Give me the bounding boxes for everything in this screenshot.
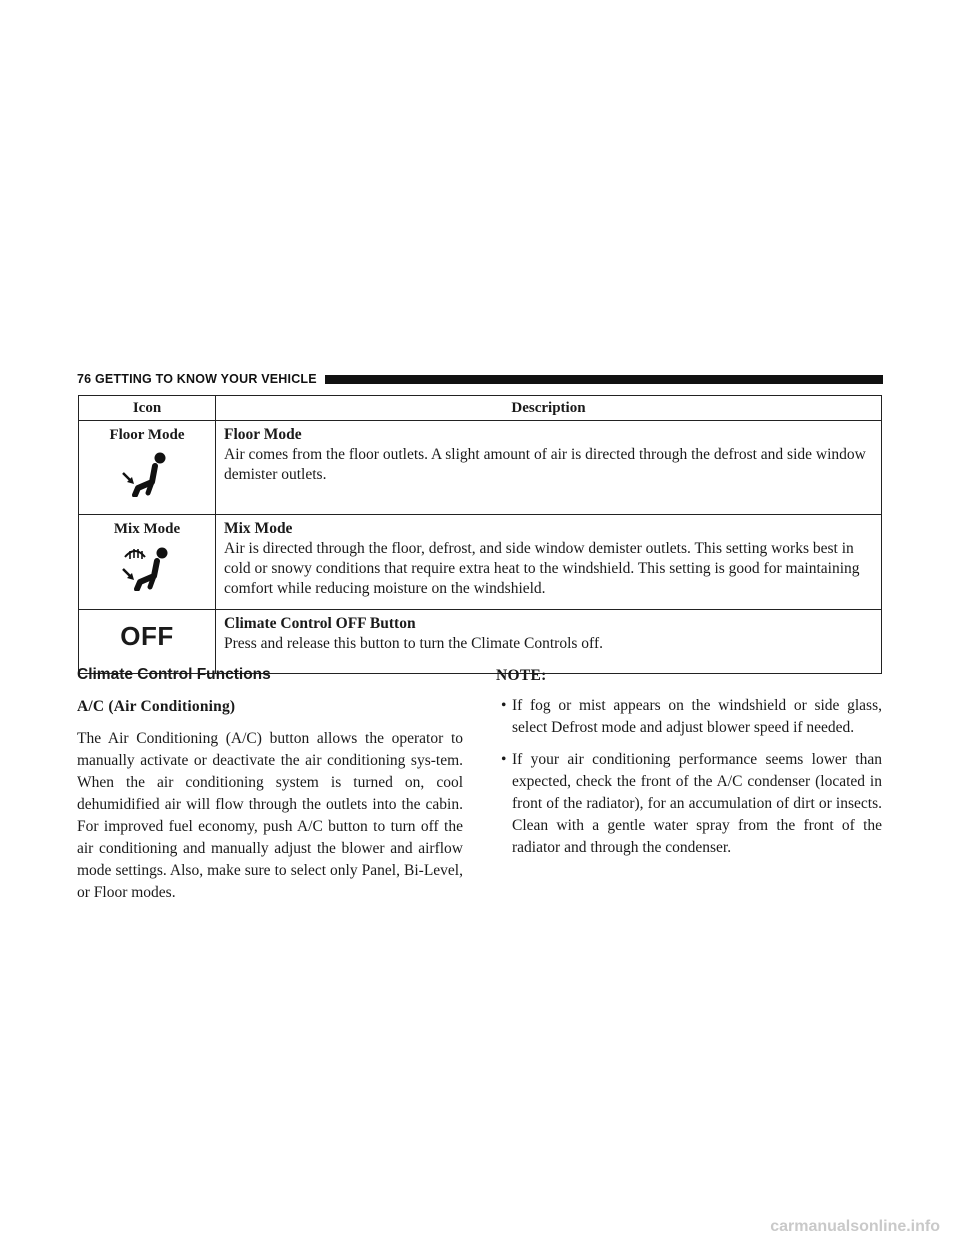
- description-title: Climate Control OFF Button: [224, 615, 416, 632]
- description-text: Air is directed through the floor, defrost, and side window demister outlets. This setting works best in cold or snowy conditions that require extra heat to the windshield. This setting is good for maintaining comfort while reducing moisture on the windshield.: [224, 540, 860, 597]
- description-text: Press and release this button to turn the Climate Controls off.: [224, 635, 603, 652]
- description-cell: [216, 421, 882, 515]
- bullet-mark: •: [501, 751, 507, 768]
- column-header-icon: Icon: [79, 396, 216, 421]
- list-item-text: If your air conditioning performance seems lower than expected, check the front of the A/C condenser (located in front of the radiator), for an accumulation of dirt or insects. Clean with a gentle water spray from the front of the radiator and through the condenser.: [512, 751, 882, 856]
- off-button-icon: OFF: [120, 621, 174, 651]
- note-heading: NOTE:: [496, 667, 547, 684]
- table-row: [79, 421, 882, 515]
- body-paragraph: The Air Conditioning (A/C) button allows the operator to manually activate or deactivate the air conditioning sys-tem. When the air conditioning system is turned on, cool dehumidified air will flow through the outlets into the cabin. For improved fuel economy, push A/C button to turn off the air conditioning and manually adjust the blower and airflow mode settings. Also, make sure to select only Panel, Bi-Level, or Floor modes.: [77, 730, 463, 901]
- icon-cell: [79, 515, 216, 610]
- icon-name: Mix Mode: [113, 521, 181, 537]
- table-header-row: [79, 396, 882, 421]
- column-header-description: Description: [216, 396, 882, 421]
- icon-cell: [79, 421, 216, 515]
- description-title: Floor Mode: [224, 426, 302, 443]
- left-column: [77, 664, 463, 904]
- bullet-mark: •: [501, 697, 507, 714]
- description-title: Mix Mode: [224, 520, 293, 537]
- section-heading: Climate Control Functions: [77, 666, 271, 683]
- sub-heading: A/C (Air Conditioning): [77, 698, 236, 715]
- table-row: [79, 515, 882, 610]
- watermark: carmanualsonline.info: [770, 1218, 940, 1235]
- right-column: [496, 664, 882, 869]
- header-rule: [325, 375, 883, 384]
- list-item: [496, 749, 882, 859]
- description-text: Air comes from the floor outlets. A slight amount of air is directed through the defrost and side window demister outlets.: [224, 446, 866, 483]
- description-cell: [216, 515, 882, 610]
- list-item: [496, 695, 882, 739]
- mix-mode-icon: [118, 545, 176, 597]
- page-header-text: 76 GETTING TO KNOW YOUR VEHICLE: [77, 372, 317, 386]
- climate-modes-table: [78, 395, 882, 674]
- page-header: [77, 370, 883, 388]
- list-item-text: If fog or mist appears on the windshield or side glass, select Defrost mode and adjust blower speed if needed.: [512, 697, 882, 736]
- note-list: [496, 695, 882, 859]
- floor-mode-icon: [118, 451, 176, 503]
- icon-name: Floor Mode: [109, 427, 185, 443]
